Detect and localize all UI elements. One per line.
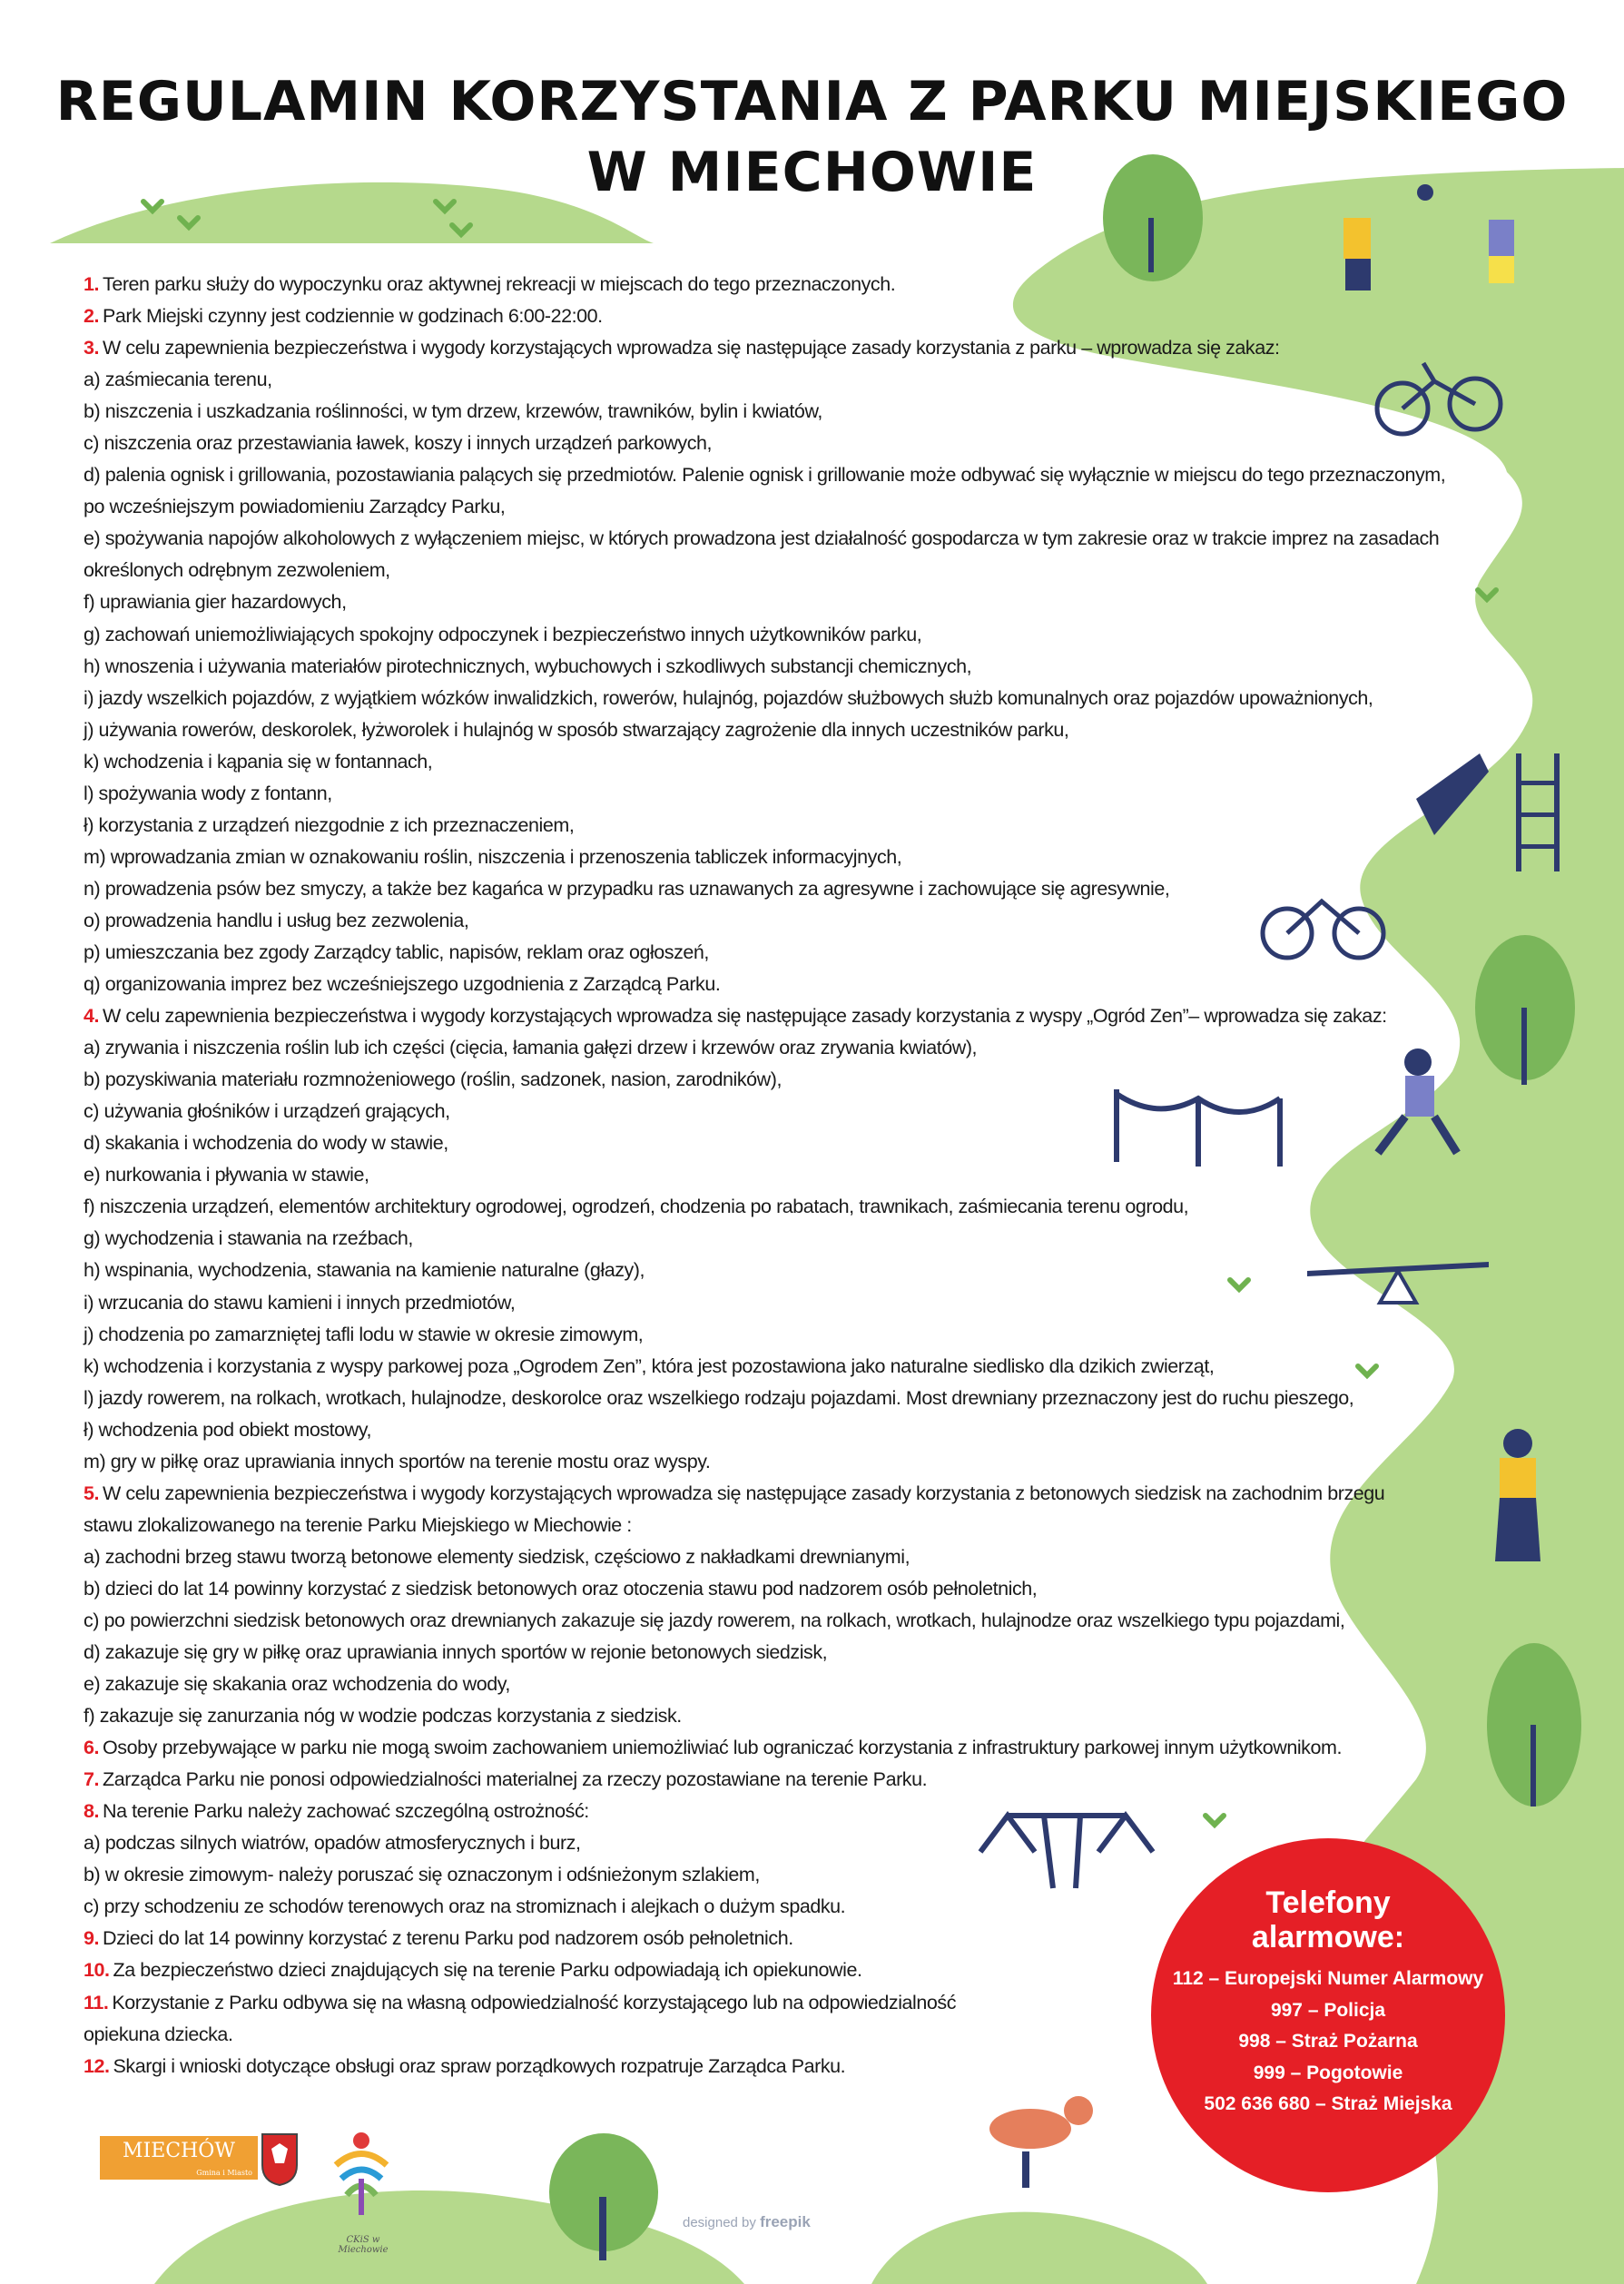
page-title-line-1: REGULAMIN KORZYSTANIA Z PARKU MIEJSKIEGO	[55, 70, 1569, 133]
rule-line	[84, 1732, 1500, 1764]
freepik-credit-prefix: designed by	[683, 2215, 756, 2230]
rule-text: Za bezpieczeństwo dzieci znajdujących się na terenie Parku odpowiadają ich opiekunowie.	[113, 1959, 862, 1982]
miechow-crest-icon	[261, 2132, 299, 2187]
rule-line	[84, 1510, 1500, 1541]
rule-line	[84, 778, 1500, 810]
emergency-number: 999 – Pogotowie	[1253, 2062, 1403, 2083]
rule-text: l) jazdy rowerem, na rolkach, wrotkach, hulajnodze, deskorolce oraz wszelkiego rodzaju pojazdami. Most drewniany przeznaczony jest do ruchu pieszego,	[84, 1386, 1354, 1409]
rule-text: a) zachodni brzeg stawu tworzą betonowe elementy siedzisk, częściowo z nakładkami drewnianymi,	[84, 1545, 910, 1568]
rule-text: m) gry w piłkę oraz uprawiania innych sportów na terenie mostu oraz wyspy.	[84, 1450, 711, 1472]
rule-number: 4.	[84, 1005, 100, 1028]
rule-line	[84, 1414, 1500, 1446]
rule-text: Korzystanie z Parku odbywa się na własną odpowiedzialność korzystającego lub na odpowiedzialność	[112, 1991, 956, 2013]
miechow-logo-subtext: Gmina i Miasto	[196, 2169, 252, 2177]
rule-line	[84, 428, 1500, 459]
rule-text: b) niszczenia i uszkadzania roślinności, w tym drzew, krzewów, trawników, bylin i kwiatów,	[84, 400, 822, 423]
rule-text: g) wychodzenia i stawania na rzeźbach,	[84, 1227, 413, 1250]
rule-line	[84, 873, 1500, 905]
rule-text: g) zachowań uniemożliwiających spokojny odpoczynek i bezpieczeństwo innych użytkowników parku,	[84, 623, 922, 645]
rule-line	[84, 746, 1500, 778]
rule-line	[84, 1223, 1500, 1255]
miechow-logo-text: MIECHÓW	[123, 2140, 235, 2162]
rule-text: b) pozyskiwania materiału rozmnożeniowego (roślin, sadzonek, nasion, zarodników),	[84, 1068, 782, 1091]
rule-line	[84, 1000, 1500, 1032]
rule-line	[84, 619, 1500, 651]
page-title-line-2: W MIECHOWIE	[586, 141, 1038, 204]
rule-line	[84, 1032, 1500, 1064]
rule-text: p) umieszczania bez zgody Zarządcy tablic, napisów, reklam oraz ogłoszeń,	[84, 940, 709, 963]
rule-text: n) prowadzenia psów bez smyczy, a także bez kagańca w przypadku ras uznawanych za agresywne i zachowujące się agresywnie,	[84, 877, 1170, 900]
rule-text: e) spożywania napojów alkoholowych z wyłączeniem miejsc, w których prowadzona jest działalność gospodarcza w tym zakresie oraz w trakcie imprez na zasadach	[84, 527, 1440, 550]
rules-list	[84, 269, 1500, 2082]
freepik-credit-brand: freepik	[760, 2213, 811, 2230]
rule-line	[84, 1287, 1500, 1319]
rule-text: d) palenia ognisk i grillowania, pozostawiania palących się przedmiotów. Palenie ognisk i grillowanie może odbywać się wyłącznie w miejscu do tego przeznaczonym,	[84, 464, 1446, 487]
rule-text: a) podczas silnych wiatrów, opadów atmosferycznych i burz,	[84, 1832, 581, 1855]
rule-text: e) zakazuje się skakania oraz wchodzenia do wody,	[84, 1673, 510, 1696]
miechow-logo	[100, 2136, 258, 2180]
rule-text: c) niszczenia oraz przestawiania ławek, koszy i innych urządzeń parkowych,	[84, 432, 713, 455]
ckis-logo-icon	[325, 2124, 398, 2224]
rule-line	[84, 1764, 1500, 1796]
rule-text: k) wchodzenia i korzystania z wyspy parkowej poza „Ogrodem Zen”, która jest pozostawiona jako naturalne siedlisko dla dzikich zwierząt,	[84, 1354, 1215, 1377]
rule-line	[84, 332, 1500, 364]
ckis-logo-text: CKiS w Miechowie	[338, 2235, 389, 2255]
rule-text: Na terenie Parku należy zachować szczególną ostrożność:	[103, 1800, 589, 1823]
rule-line	[84, 1478, 1500, 1510]
emergency-number: 112 – Europejski Numer Alarmowy	[1172, 1968, 1484, 1989]
rule-line	[84, 1573, 1500, 1605]
rule-number: 6.	[84, 1737, 100, 1759]
rule-text: Osoby przebywające w parku nie mogą swoim zachowaniem uniemożliwiać lub ograniczać korzystania z infrastruktury parkowej innym użytkownikom.	[103, 1737, 1342, 1759]
rule-line	[84, 969, 1500, 1000]
rule-line	[84, 1446, 1500, 1478]
rule-line	[84, 555, 1500, 586]
rule-text: i) jazdy wszelkich pojazdów, z wyjątkiem wózków inwalidzkich, rowerów, hulajnóg, pojazdów służbowych służb komunalnych oraz pojazdów upoważnionych,	[84, 686, 1373, 709]
rule-text: j) używania rowerów, deskorolek, łyżworolek i hulajnóg w sposób stwarzający zagrożenie dla innych uczestników parku,	[84, 718, 1069, 741]
rule-text: h) wspinania, wychodzenia, stawania na kamienie naturalne (głazy),	[84, 1259, 645, 1282]
rule-text: Dzieci do lat 14 powinny korzystać z terenu Parku pod nadzorem osób pełnoletnich.	[103, 1927, 793, 1950]
rule-text: l) spożywania wody z fontann,	[84, 782, 332, 804]
rule-text: ł) korzystania z urządzeń niezgodnie z ich przeznaczeniem,	[84, 813, 575, 836]
rule-text: c) po powierzchni siedzisk betonowych oraz drewnianych zakazuje się jazdy rowerem, na rolkach, wrotkach, hulajnodze oraz wszelkiego typu pojazdami,	[84, 1609, 1345, 1631]
rule-line	[84, 810, 1500, 842]
rule-line	[84, 1383, 1500, 1414]
rule-number: 11.	[84, 1991, 109, 2013]
rule-line	[84, 396, 1500, 428]
emergency-number: 998 – Straż Pożarna	[1238, 2031, 1418, 2052]
rule-line	[84, 1700, 1500, 1732]
emergency-number: 502 636 680 – Straż Miejska	[1204, 2093, 1452, 2114]
rule-line	[84, 1605, 1500, 1637]
rule-text: i) wrzucania do stawu kamieni i innych przedmiotów,	[84, 1291, 516, 1314]
rule-text: d) zakazuje się gry w piłkę oraz uprawiania innych sportów w rejonie betonowych siedzisk,	[84, 1641, 828, 1664]
rule-number: 3.	[84, 337, 100, 359]
rule-number: 10.	[84, 1959, 110, 1982]
emergency-title-line-2: alarmowe:	[1251, 1920, 1405, 1954]
rule-text: po wcześniejszym powiadomieniu Zarządcy Parku,	[84, 496, 506, 518]
rule-number: 7.	[84, 1768, 100, 1791]
rule-text: Skargi i wnioski dotyczące obsługi oraz spraw porządkowych rozpatruje Zarządca Parku.	[113, 2054, 846, 2077]
rule-text: W celu zapewnienia bezpieczeństwa i wygody korzystających wprowadza się następujące zasady korzystania z betonowych siedzisk na zachodnim brzegu	[103, 1482, 1385, 1504]
rule-text: a) zrywania i niszczenia roślin lub ich części (cięcia, łamania gałęzi drzew i krzewów oraz zrywania kwiatów),	[84, 1037, 978, 1059]
rule-line	[84, 523, 1500, 555]
rule-text: określonych odrębnym zezwoleniem,	[84, 559, 390, 582]
rule-line	[84, 1064, 1500, 1096]
rule-number: 5.	[84, 1482, 100, 1504]
rule-text: stawu zlokalizowanego na terenie Parku Miejskiego w Miechowie :	[84, 1513, 632, 1536]
rule-line	[84, 364, 1500, 396]
rule-number: 12.	[84, 2054, 110, 2077]
rule-text: f) uprawiania gier hazardowych,	[84, 591, 347, 614]
rule-text: m) wprowadzania zmian w oznakowaniu roślin, niszczenia i przenoszenia tabliczek informacyjnych,	[84, 845, 902, 868]
rule-text: a) zaśmiecania terenu,	[84, 369, 272, 391]
rule-text: b) dzieci do lat 14 powinny korzystać z siedzisk betonowych oraz otoczenia stawu pod nadzorem osób pełnoletnich,	[84, 1577, 1038, 1600]
rule-text: W celu zapewnienia bezpieczeństwa i wygody korzystających wprowadza się następujące zasady korzystania z parku – wprowadza się zakaz:	[103, 337, 1280, 359]
rule-number: 1.	[84, 273, 100, 295]
emergency-phones-circle	[1151, 1838, 1505, 2192]
rocking-horse	[989, 2096, 1093, 2188]
rule-text: c) używania głośników i urządzeń grających,	[84, 1100, 450, 1123]
rule-line	[84, 842, 1500, 873]
rule-line	[84, 714, 1500, 746]
rule-text: Park Miejski czynny jest codziennie w godzinach 6:00-22:00.	[103, 305, 603, 328]
rule-text: Teren parku służy do wypoczynku oraz aktywnej rekreacji w miejscach do tego przeznaczonych.	[103, 273, 896, 295]
emergency-number: 997 – Policja	[1270, 1999, 1386, 2021]
rule-text: f) niszczenia urządzeń, elementów architektury ogrodowej, ogrodzeń, chodzenia po rabatach, trawnikach, zaśmiecania terenu ogrodu,	[84, 1196, 1189, 1218]
rule-text: e) nurkowania i pływania w stawie,	[84, 1164, 369, 1186]
emergency-numbers-list	[1151, 1964, 1505, 2121]
rule-line	[84, 1796, 1500, 1827]
rule-line	[84, 683, 1500, 714]
rule-line	[84, 491, 1500, 523]
tree-right	[1487, 1643, 1581, 1807]
rule-text: k) wchodzenia i kąpania się w fontannach,	[84, 750, 433, 773]
bottom-hill-2	[871, 2212, 1207, 2284]
rule-text: q) organizowania imprez bez wcześniejszego uzgodnienia z Zarządcą Parku.	[84, 973, 721, 996]
rule-line	[84, 586, 1500, 618]
rule-line	[84, 651, 1500, 683]
rule-line	[84, 937, 1500, 969]
rule-line	[84, 1191, 1500, 1223]
rule-text: h) wnoszenia i używania materiałów pirotechnicznych, wybuchowych i szkodliwych substancji chemicznych,	[84, 655, 972, 677]
rule-text: b) w okresie zimowym- należy poruszać się oznaczonym i odśnieżonym szlakiem,	[84, 1864, 760, 1886]
rule-text: ł) wchodzenia pod obiekt mostowy,	[84, 1418, 371, 1441]
emergency-title	[1151, 1885, 1505, 1954]
rule-line	[84, 1669, 1500, 1700]
rule-line	[84, 1351, 1500, 1383]
rule-text: d) skakania i wchodzenia do wody w stawie,	[84, 1132, 448, 1155]
rule-number: 9.	[84, 1927, 100, 1950]
rule-line	[84, 300, 1500, 332]
rule-text: c) przy schodzeniu ze schodów terenowych oraz na stromiznach i alejkach o dużym spadku.	[84, 1895, 846, 1918]
rule-line	[84, 1255, 1500, 1286]
rule-line	[84, 459, 1500, 491]
rule-line	[84, 1637, 1500, 1669]
freepik-credit	[683, 2213, 811, 2231]
rule-text: Zarządca Parku nie ponosi odpowiedzialności materialnej za rzeczy pozostawiane na terenie Parku.	[103, 1768, 928, 1791]
rule-line	[84, 905, 1500, 937]
rule-text: o) prowadzenia handlu i usług bez zezwolenia,	[84, 909, 469, 931]
rule-line	[84, 1159, 1500, 1191]
rule-text: W celu zapewnienia bezpieczeństwa i wygody korzystających wprowadza się następujące zasady korzystania z wyspy „Ogród Zen”– wprowadza się zakaz:	[103, 1005, 1387, 1028]
rule-number: 2.	[84, 305, 100, 328]
emergency-title-line-1: Telefony	[1265, 1885, 1391, 1920]
rule-line	[84, 1096, 1500, 1127]
rule-line	[84, 1319, 1500, 1351]
rule-text: f) zakazuje się zanurzania nóg w wodzie podczas korzystania z siedzisk.	[84, 1705, 682, 1728]
rule-number: 8.	[84, 1800, 100, 1823]
rule-line	[84, 1541, 1500, 1573]
rule-text: opiekuna dziecka.	[84, 2023, 233, 2045]
rule-text: j) chodzenia po zamarzniętej tafli lodu w stawie w okresie zimowym,	[84, 1323, 644, 1345]
rule-line	[84, 269, 1500, 300]
rule-line	[84, 1127, 1500, 1159]
